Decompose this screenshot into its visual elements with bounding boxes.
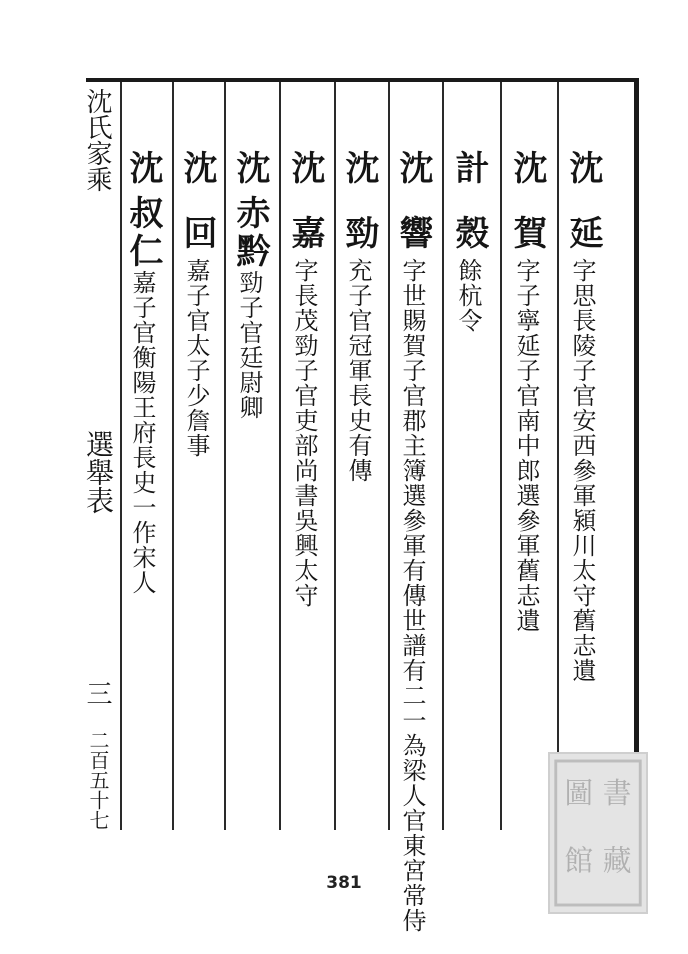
entry-given-name: 賀 xyxy=(507,215,547,253)
entry-given-name: 叔仁 xyxy=(123,195,163,271)
entry-note: 字子寧延子官南中郎選參軍舊志遺 xyxy=(512,258,540,633)
entry-given-name: 嘉 xyxy=(285,215,325,253)
entry-surname: 沈 xyxy=(393,150,433,188)
entry-note: 餘杭令 xyxy=(454,258,482,333)
column-rule xyxy=(500,82,502,830)
entry-note: 嘉子官太子少詹事 xyxy=(182,258,210,458)
entry-surname: 沈 xyxy=(230,150,270,188)
entry-surname: 計 xyxy=(449,150,489,188)
entry-note: 字世賜賀子官郡主簿選參軍有傳世譜有二一為梁人官東宮常侍 xyxy=(398,258,426,933)
entry-surname: 沈 xyxy=(507,150,547,188)
entry-given-name: 延 xyxy=(563,215,603,253)
entry-note: 勁子官廷尉卿 xyxy=(235,270,263,420)
entry-surname: 沈 xyxy=(285,150,325,188)
entry-surname: 沈 xyxy=(177,150,217,188)
column-rule xyxy=(172,82,174,830)
column-rule xyxy=(442,82,444,830)
section-title: 選舉表 xyxy=(82,430,115,514)
entry-note: 字長茂勁子官吏部尚書吳興太守 xyxy=(290,258,318,608)
svg-text:圖: 圖 xyxy=(564,776,594,811)
page-label: 二百五十七 xyxy=(86,730,110,830)
svg-text:藏: 藏 xyxy=(602,843,632,878)
entry-surname: 沈 xyxy=(123,150,163,188)
column-rule xyxy=(557,82,559,830)
entry-surname: 沈 xyxy=(339,150,379,188)
svg-text:館: 館 xyxy=(564,843,594,878)
entry-note: 嘉子官衡陽王府長史一作宋人 xyxy=(128,270,156,595)
column-rule xyxy=(388,82,390,830)
entry-note: 字思長陵子官安西參軍潁川太守舊志遺 xyxy=(568,258,596,683)
entry-given-name: 響 xyxy=(393,215,433,253)
column-rule xyxy=(120,82,122,830)
column-rule xyxy=(279,82,281,830)
entry-given-name: 回 xyxy=(177,215,217,253)
entry-note: 充子官冠軍長史有傳 xyxy=(344,258,372,483)
book-title: 沈氏家乘 xyxy=(82,88,112,192)
column-rule xyxy=(224,82,226,830)
leaf-number: 三 xyxy=(82,680,112,706)
library-seal-stamp-icon xyxy=(548,752,648,914)
entry-surname: 沈 xyxy=(563,150,603,188)
entry-given-name: 勁 xyxy=(339,215,379,253)
page-number: 381 xyxy=(326,873,362,893)
column-rule xyxy=(334,82,336,830)
entry-given-name: 㷤 xyxy=(449,215,489,253)
svg-text:書: 書 xyxy=(602,776,632,811)
entry-given-name: 赤黔 xyxy=(230,195,270,271)
